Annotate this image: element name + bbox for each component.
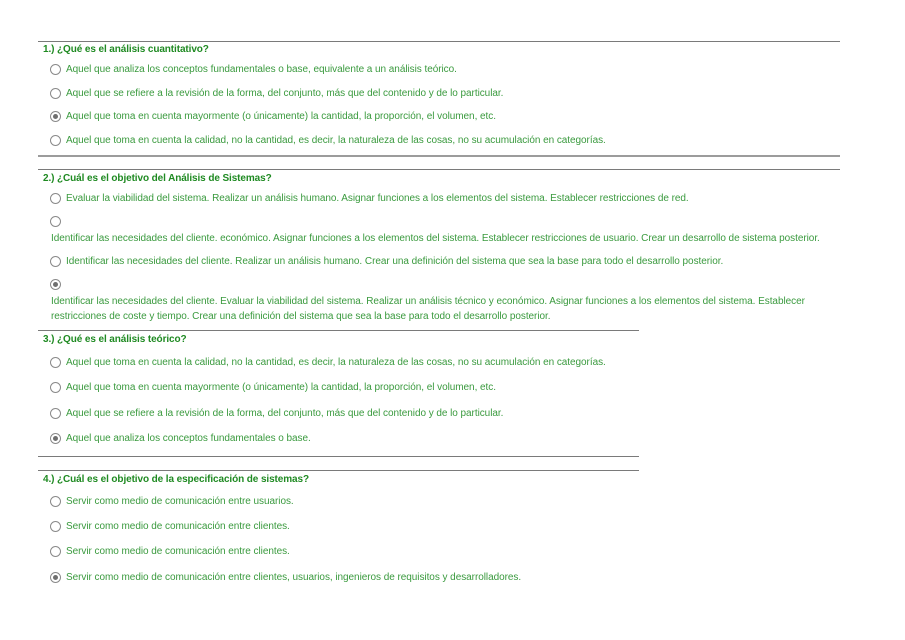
radio-button-unchecked-icon[interactable] bbox=[50, 193, 61, 204]
q2-option-2-radio-row[interactable] bbox=[50, 216, 66, 227]
radio-button-unchecked-icon[interactable] bbox=[50, 408, 61, 419]
radio-button-unchecked-icon[interactable] bbox=[50, 88, 61, 99]
radio-button-checked-icon[interactable] bbox=[50, 572, 61, 583]
option-label: Aquel que toma en cuenta mayormente (o únicamente) la cantidad, la proporción, el volumen, etc. bbox=[66, 382, 496, 393]
option-label: Evaluar la viabilidad del sistema. Realizar un análisis humano. Asignar funciones a los elementos del sistema. Establecer restricciones de red. bbox=[66, 193, 689, 204]
question-4-title: 4.) ¿Cuál es el objetivo de la especificación de sistemas? bbox=[43, 474, 309, 485]
q2-option-2-label[interactable]: Identificar las necesidades del cliente. económico. Asignar funciones a los elementos del sistema. Establecer restricciones de usuario. Crear un desarrollo de sistema posterior. bbox=[51, 233, 820, 244]
q1-option-1[interactable] bbox=[50, 64, 457, 75]
radio-button-unchecked-icon[interactable] bbox=[50, 496, 61, 507]
q4-top-divider bbox=[38, 470, 639, 471]
q1-option-2[interactable] bbox=[50, 88, 503, 99]
option-label: Aquel que analiza los conceptos fundamentales o base, equivalente a un análisis teórico. bbox=[66, 64, 457, 75]
q3-option-2[interactable] bbox=[50, 382, 496, 393]
q4-option-3[interactable] bbox=[50, 546, 290, 557]
q1-option-4[interactable] bbox=[50, 135, 606, 146]
question-2-title: 2.) ¿Cuál es el objetivo del Análisis de Sistemas? bbox=[43, 173, 272, 184]
radio-button-unchecked-icon[interactable] bbox=[50, 382, 61, 393]
question-1-title: 1.) ¿Qué es el análisis cuantitativo? bbox=[43, 44, 209, 55]
q3-option-1[interactable] bbox=[50, 357, 606, 368]
q2-option-4-radio-row[interactable] bbox=[50, 279, 66, 290]
radio-button-unchecked-icon[interactable] bbox=[50, 521, 61, 532]
q3-option-3[interactable] bbox=[50, 408, 503, 419]
radio-button-unchecked-icon[interactable] bbox=[50, 216, 61, 227]
option-label: Aquel que se refiere a la revisión de la forma, del conjunto, más que del contenido y de lo particular. bbox=[66, 88, 504, 99]
option-label: Aquel que toma en cuenta mayormente (o únicamente) la cantidad, la proporción, el volumen, etc. bbox=[66, 111, 496, 122]
radio-button-unchecked-icon[interactable] bbox=[50, 546, 61, 557]
q1-top-divider bbox=[38, 41, 840, 42]
radio-button-unchecked-icon[interactable] bbox=[50, 256, 61, 267]
option-label: Aquel que toma en cuenta la calidad, no la cantidad, es decir, la naturaleza de las cosas, no su acumulación en categorías. bbox=[66, 357, 606, 368]
option-label: Identificar las necesidades del cliente. Realizar un análisis humano. Crear una definición del sistema que sea la base para todo el desarrollo posterior. bbox=[66, 256, 724, 267]
q3-top-divider bbox=[38, 330, 639, 331]
radio-button-checked-icon[interactable] bbox=[50, 279, 61, 290]
q4-option-4[interactable] bbox=[50, 572, 521, 583]
question-3-title: 3.) ¿Qué es el análisis teórico? bbox=[43, 334, 187, 345]
q2-option-1[interactable] bbox=[50, 193, 689, 204]
radio-button-checked-icon[interactable] bbox=[50, 111, 61, 122]
option-label: Servir como medio de comunicación entre clientes. bbox=[66, 521, 290, 532]
q3-bottom-divider bbox=[38, 456, 639, 457]
q1-option-3[interactable] bbox=[50, 111, 496, 122]
radio-button-checked-icon[interactable] bbox=[50, 433, 61, 444]
option-label: Aquel que analiza los conceptos fundamentales o base. bbox=[66, 433, 311, 444]
option-label: Servir como medio de comunicación entre clientes, usuarios, ingenieros de requisitos y desarrolladores. bbox=[66, 572, 522, 583]
radio-button-unchecked-icon[interactable] bbox=[50, 357, 61, 368]
radio-button-unchecked-icon[interactable] bbox=[50, 135, 61, 146]
q4-option-1[interactable] bbox=[50, 496, 294, 507]
q2-top-divider bbox=[38, 169, 840, 170]
q1-bottom-divider bbox=[38, 155, 840, 157]
q2-option-4-label[interactable]: Identificar las necesidades del cliente. Evaluar la viabilidad del sistema. Realizar un análisis técnico y económico. Asignar funciones a los elementos del sistema. Establecer restricciones de coste y tiempo. Crear una definición del sistema que sea la base para todo el desarrollo posterior. bbox=[51, 296, 805, 322]
option-label: Servir como medio de comunicación entre clientes. bbox=[66, 546, 290, 557]
option-label: Aquel que se refiere a la revisión de la forma, del conjunto, más que del contenido y de lo particular. bbox=[66, 408, 504, 419]
q3-option-4[interactable] bbox=[50, 433, 311, 444]
q4-option-2[interactable] bbox=[50, 521, 290, 532]
q2-option-3[interactable] bbox=[50, 256, 723, 267]
option-label: Aquel que toma en cuenta la calidad, no la cantidad, es decir, la naturaleza de las cosas, no su acumulación en categorías. bbox=[66, 135, 606, 146]
radio-button-unchecked-icon[interactable] bbox=[50, 64, 61, 75]
option-label: Servir como medio de comunicación entre usuarios. bbox=[66, 496, 294, 507]
